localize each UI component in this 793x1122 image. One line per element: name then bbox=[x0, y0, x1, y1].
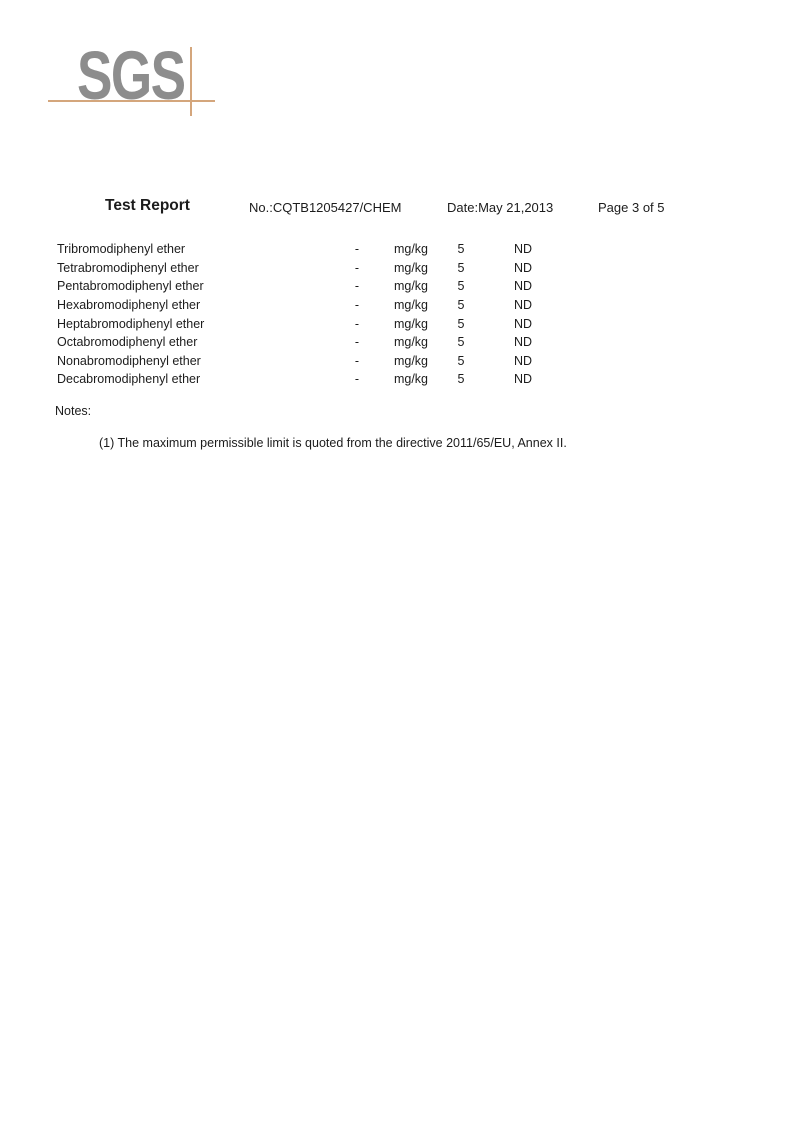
note-item: (1) The maximum permissible limit is quoted from the directive 2011/65/EU, Annex II. bbox=[99, 436, 567, 450]
report-number: No.:CQTB1205427/CHEM bbox=[249, 200, 402, 215]
result-cell-dash: - bbox=[354, 335, 360, 350]
result-cell-substance: Tribromodiphenyl ether bbox=[57, 242, 186, 256]
result-cell-limit: 5 bbox=[457, 372, 465, 387]
result-row bbox=[0, 240, 793, 259]
result-cell-substance: Tetrabromodiphenyl ether bbox=[57, 260, 199, 275]
result-cell-result: ND bbox=[513, 316, 533, 331]
result-cell-dash: - bbox=[354, 372, 360, 387]
result-cell-unit: mg/kg bbox=[393, 353, 429, 368]
result-row bbox=[0, 370, 793, 389]
result-cell-result: ND bbox=[513, 353, 533, 368]
result-cell-limit: 5 bbox=[457, 353, 465, 368]
result-cell-result: ND bbox=[513, 335, 533, 350]
result-cell-result: ND bbox=[513, 242, 533, 256]
sgs-logo-text: SGS bbox=[77, 37, 185, 114]
result-row bbox=[0, 259, 793, 278]
result-cell-unit: mg/kg bbox=[393, 242, 429, 256]
result-cell-dash: - bbox=[354, 279, 360, 294]
report-title: Test Report bbox=[105, 197, 190, 214]
result-cell-substance: Heptabromodiphenyl ether bbox=[57, 316, 205, 331]
result-row bbox=[0, 315, 793, 334]
result-cell-unit: mg/kg bbox=[393, 279, 429, 294]
logo-crosshair-vertical-line bbox=[190, 47, 192, 116]
report-date: Date:May 21,2013 bbox=[447, 200, 554, 215]
result-cell-result: ND bbox=[513, 260, 533, 275]
result-cell-limit: 5 bbox=[457, 335, 465, 350]
result-cell-unit: mg/kg bbox=[393, 297, 429, 312]
result-cell-result: ND bbox=[513, 279, 533, 294]
result-cell-unit: mg/kg bbox=[393, 260, 429, 275]
result-cell-limit: 5 bbox=[457, 260, 465, 275]
result-cell-substance: Decabromodiphenyl ether bbox=[57, 372, 201, 387]
result-cell-dash: - bbox=[354, 297, 360, 312]
results-table bbox=[0, 240, 793, 389]
result-cell-result: ND bbox=[513, 372, 533, 387]
result-cell-dash: - bbox=[354, 316, 360, 331]
result-cell-substance: Octabromodiphenyl ether bbox=[57, 335, 198, 350]
result-cell-dash: - bbox=[354, 260, 360, 275]
result-cell-substance: Hexabromodiphenyl ether bbox=[57, 297, 201, 312]
result-cell-dash: - bbox=[354, 353, 360, 368]
result-cell-limit: 5 bbox=[457, 242, 465, 256]
result-cell-substance: Pentabromodiphenyl ether bbox=[57, 279, 204, 294]
notes-label: Notes: bbox=[55, 404, 92, 418]
result-cell-result: ND bbox=[513, 297, 533, 312]
page-indicator: Page 3 of 5 bbox=[598, 200, 665, 215]
result-cell-dash: - bbox=[354, 242, 360, 256]
result-row bbox=[0, 277, 793, 296]
result-row bbox=[0, 333, 793, 352]
result-cell-unit: mg/kg bbox=[393, 372, 429, 387]
result-cell-limit: 5 bbox=[457, 316, 465, 331]
result-cell-unit: mg/kg bbox=[393, 316, 429, 331]
result-cell-unit: mg/kg bbox=[393, 335, 429, 350]
result-row bbox=[0, 352, 793, 371]
result-cell-limit: 5 bbox=[457, 279, 465, 294]
result-cell-substance: Nonabromodiphenyl ether bbox=[57, 353, 201, 368]
result-cell-limit: 5 bbox=[457, 297, 465, 312]
result-row bbox=[0, 296, 793, 315]
